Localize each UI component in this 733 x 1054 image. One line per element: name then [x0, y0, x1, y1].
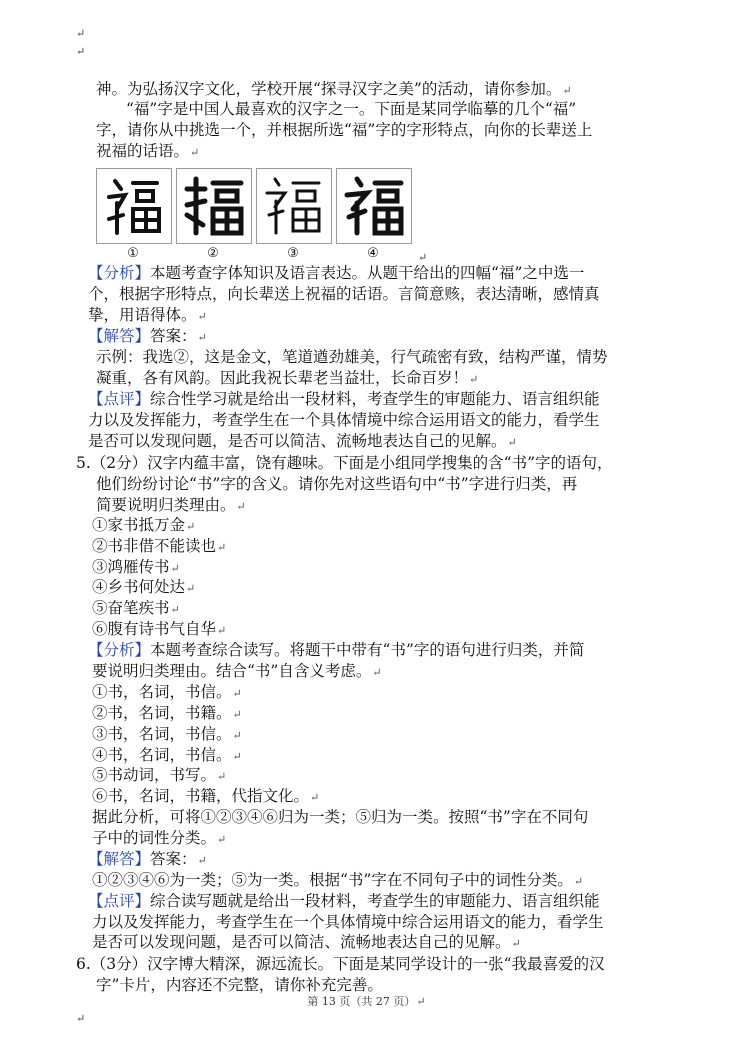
q5-fenxi-line: 【分析】本题考查综合读写。将题干中带有“书”字的语句进行归类，并简 — [88, 641, 585, 659]
q5-dianping-line: 【点评】综合读写题就是给出一段材料，考查学生的审题能力、语言组织能 — [88, 892, 600, 910]
fu-calligraphy-image-2 — [176, 168, 252, 244]
q5-analysis-line: 子中的词性分类。↵ — [92, 829, 227, 847]
fu-image-label: ③ — [287, 246, 299, 261]
fu-image-row — [96, 168, 416, 246]
intro-line: 神。为弘扬汉字文化，学校开展“探寻汉字之美”的活动，请你参加。↵ — [96, 80, 572, 98]
q5-item: ①家书抵万金↵ — [92, 516, 196, 534]
q5-stem-line: 简要说明归类理由。↵ — [96, 496, 246, 514]
q6-number: 6. — [76, 955, 91, 973]
q5-jieda-line: 【解答】答案：↵ — [88, 850, 207, 868]
q5-analysis-line: 据此分析，可将①②③④⑥归为一类；⑤归为一类。按照“书”字在不同句 — [92, 808, 589, 826]
fu-image-label: ① — [127, 246, 139, 261]
q5-dianping-line: 力以及发挥能力，考查学生在一个具体情境中综合运用语文的能力，看学生 — [92, 913, 604, 931]
q4-answer-line: 凝重，各有风韵。因此我祝长辈老当益壮，长命百岁！↵ — [96, 369, 479, 387]
q5-stem-line: 他们纷纷讨论“书”字的含义。请你先对这些语句中“书”字进行归类，再 — [96, 475, 578, 493]
q5-item: ⑤奋笔疾书↵ — [92, 599, 180, 617]
q4-dianping-line: 是否可以发现问题，是否可以简洁、流畅地表达自己的见解。↵ — [88, 432, 517, 450]
fu-image-label: ② — [207, 246, 219, 261]
q5-analysis-line: ④书，名词，书信。↵ — [92, 746, 242, 764]
q4-fenxi-line: 个，根据字形特点，向长辈送上祝福的话语。言简意赅，表达清晰，感情真 — [88, 285, 600, 303]
q4-dianping-line: 【点评】综合性学习就是给出一段材料，考查学生的审题能力、语言组织能 — [88, 390, 600, 408]
q6-stem-line: 字”卡片，内容还不完整，请你补充完善。 — [96, 976, 383, 994]
q6-stem-line: 6.（3分）汉字博大精深，源远流长。下面是某同学设计的一张“我最喜爱的汉 — [76, 955, 605, 973]
q5-analysis-line: ⑥书，名词，书籍，代指文化。↵ — [92, 787, 320, 805]
q5-number: 5. — [76, 454, 91, 472]
return-mark: ↵ — [418, 251, 428, 264]
q5-item: ⑥腹有诗书气自华↵ — [92, 620, 227, 638]
q5-analysis-line: ⑤书动词，书写。↵ — [92, 766, 227, 784]
return-mark: ↵ — [76, 45, 86, 58]
return-mark: ↵ — [76, 27, 86, 40]
q4-jieda-line: 【解答】答案：↵ — [88, 327, 207, 345]
page-footer: 第 13 页（共 27 页）↵ — [307, 995, 426, 1008]
q5-analysis-line: ①书，名词，书信。↵ — [92, 683, 242, 701]
fu-calligraphy-image-3 — [256, 168, 332, 244]
q5-analysis-line: ③书，名词，书信。↵ — [92, 725, 242, 743]
fu-image-label: ④ — [367, 246, 379, 261]
q5-dianping-line: 是否可以发现问题，是否可以简洁、流畅地表达自己的见解。↵ — [92, 933, 521, 951]
return-mark: ↵ — [76, 1012, 86, 1025]
q4-dianping-line: 力以及发挥能力，考查学生在一个具体情境中综合运用语文的能力，看学生 — [88, 411, 600, 429]
fu-calligraphy-image-4 — [336, 168, 412, 244]
intro-line: 祝福的话语。↵ — [96, 142, 200, 160]
q5-item: ④乡书何处达↵ — [92, 578, 196, 596]
intro-line: 字，请你从中挑选一个，并根据所选“福”字的字形特点，向你的长辈送上 — [96, 121, 593, 139]
q4-answer-line: 示例：我选②，这是金文，笔道遒劲雄美，行气疏密有致，结构严谨，情势 — [96, 348, 608, 366]
intro-line: “福”字是中国人最喜欢的汉字之一。下面是某同学临摹的几个“福” — [126, 100, 577, 118]
q5-analysis-line: ②书，名词，书籍。↵ — [92, 704, 242, 722]
q4-fenxi-line: 挚，用语得体。↵ — [88, 306, 207, 324]
q5-item: ②书非借不能读也↵ — [92, 537, 227, 555]
q5-answer-line: ①②③④⑥为一类；⑤为一类。根据“书”字在不同句子中的词性分类。↵ — [92, 871, 584, 889]
fu-bronze-script-icon — [177, 169, 251, 243]
fu-clerical-script-icon — [257, 169, 331, 243]
fu-calligraphy-image-1 — [96, 168, 172, 244]
q4-fenxi-line: 【分析】本题考查字体知识及语言表达。从题干给出的四幅“福”之中选一 — [88, 264, 585, 282]
fu-regular-script-icon — [337, 169, 411, 243]
q5-stem-line: 5.（2分）汉字内蕴丰富，饶有趣味。下面是小组同学搜集的含“书”字的语句， — [76, 454, 613, 472]
q5-fenxi-line: 要说明归类理由。结合“书”自含义考虑。↵ — [92, 662, 382, 680]
q5-item: ③鸿雁传书↵ — [92, 558, 180, 576]
fu-seal-script-icon — [97, 169, 171, 243]
